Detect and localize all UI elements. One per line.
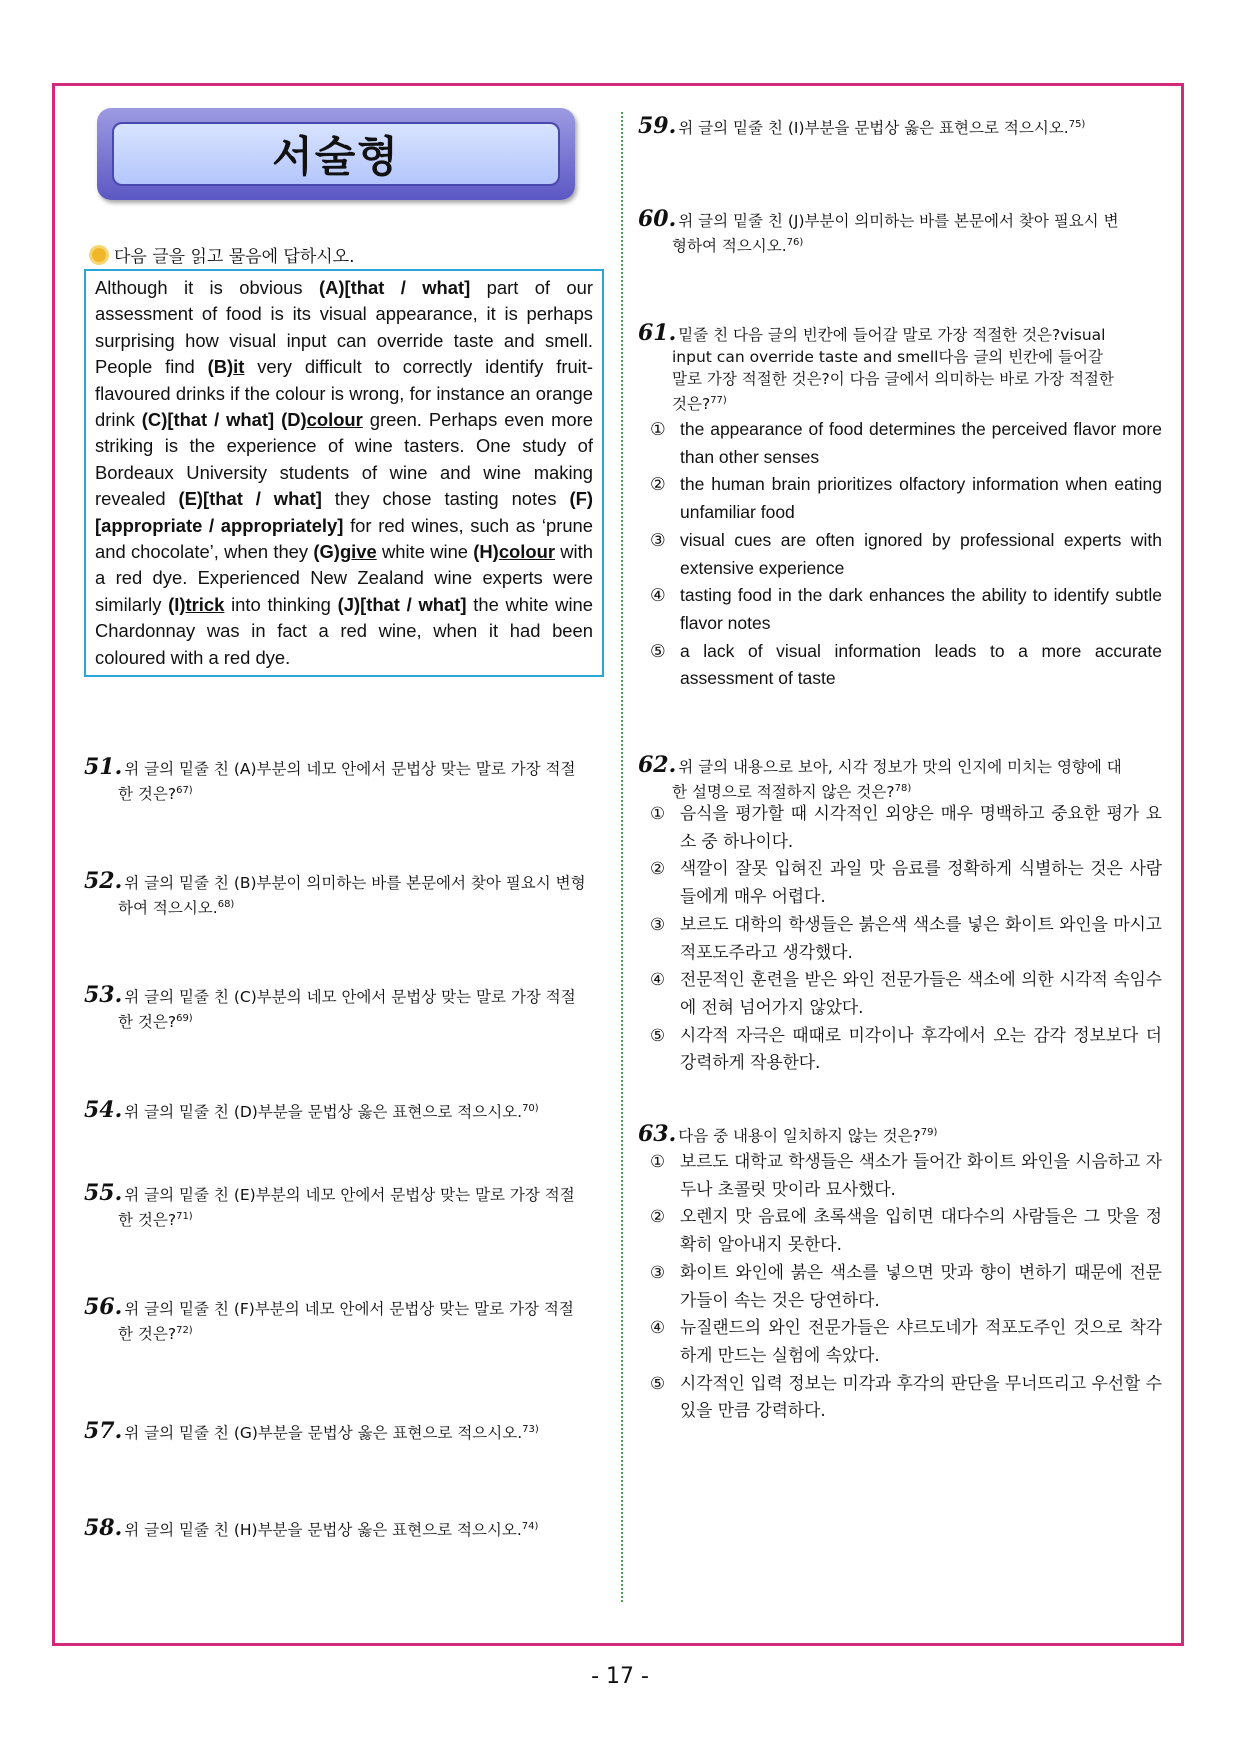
option-text: 시각적 자극은 때때로 미각이나 후각에서 오는 감각 정보보다 더 강력하게 작용한다. (680, 1024, 1162, 1073)
footnote-ref: 69) (176, 1013, 193, 1024)
option-mark: ③ (650, 913, 666, 934)
question-text: 위 글의 밑줄 친 (D)부분을 문법상 옳은 표현으로 적으시오. (124, 1103, 523, 1122)
question-52 (84, 870, 586, 919)
passage-underline-b: it (233, 356, 245, 378)
option-text: a lack of visual information leads to a more accurate assessment of taste (680, 640, 1162, 689)
passage-marker-f: (F)[appropriate / appropriately] (95, 488, 593, 536)
question-number: 60. (638, 206, 677, 232)
passage-text: part of our assessment of food is its visual appearance, it is perhaps surprising how visual input can override taste and smell. People find (95, 277, 593, 378)
passage-text: Although it is obvious (95, 277, 319, 298)
question-number: 57. (84, 1418, 123, 1445)
question-53 (84, 984, 576, 1033)
question-57 (84, 1419, 539, 1444)
question-text: 한 것은? (118, 785, 177, 804)
footnote-ref: 67) (176, 785, 193, 796)
question-51 (84, 756, 576, 805)
footnote-ref: 77) (710, 395, 727, 406)
instruction (92, 242, 355, 267)
options-63 (650, 1148, 1162, 1425)
option-text: 보르도 대학교 학생들은 색소가 들어간 화이트 와인을 시음하고 자두나 초콜릿 맛이라 묘사했다. (680, 1151, 1162, 1199)
question-text: 한 것은? (118, 1325, 177, 1344)
question-number: 61. (638, 320, 677, 346)
passage-marker-h: (H) (473, 541, 499, 563)
option-text: 시각적인 입력 정보는 미각과 후각의 판단을 무너뜨리고 우선할 수 있을 만큼 강력하다. (680, 1372, 1162, 1421)
option-mark: ① (650, 419, 666, 439)
passage-marker-j: (J)[that / what] (337, 593, 467, 615)
question-58 (84, 1516, 538, 1541)
question-text: 위 글의 밑줄 친 (G)부분을 문법상 옳은 표현으로 적으시오. (124, 1424, 523, 1443)
question-text: 다음 중 내용이 일치하지 않는 것은? (678, 1127, 921, 1146)
question-text: 한 것은? (118, 1013, 177, 1032)
option-item (650, 966, 1162, 1021)
option-item (650, 1203, 1162, 1258)
option-text: 오렌지 맛 음료에 초록색을 입히면 대다수의 사람들은 그 맛을 정확히 알아내지 못한다. (680, 1206, 1162, 1255)
option-text: the appearance of food determines the perceived flavor more than other senses (680, 419, 1162, 467)
passage-text: very difficult to correctly identify fruit-flavoured drinks if the colour is wrong, for instance an orange drink (95, 356, 593, 431)
option-text: 음식을 평가할 때 시각적인 외양은 매우 명백하고 중요한 평가 요소 중 하나이다. (680, 803, 1162, 851)
question-62 (638, 754, 1122, 803)
option-item (650, 1370, 1162, 1425)
question-text: 위 글의 밑줄 친 (A)부분의 네모 안에서 문법상 맞는 말로 가장 적절 (124, 760, 576, 778)
option-mark: ① (650, 1151, 666, 1171)
passage-marker-e: (E)[that / what] (178, 488, 322, 510)
question-text: 한 설명으로 적절하지 않은 것은? (672, 783, 895, 802)
footnote-ref: 78) (894, 783, 912, 794)
passage-text: for red wines, such as ‘prune and chocolate’, when they (95, 514, 594, 563)
option-mark: ③ (650, 1261, 666, 1282)
option-text: the human brain prioritizes olfactory information when eating unfamiliar food (680, 474, 1162, 523)
options-61 (650, 416, 1162, 693)
option-mark: ⑤ (650, 640, 666, 661)
passage-marker-a: (A)[that / what] (319, 277, 471, 298)
option-item (650, 471, 1162, 526)
passage-marker-b: (B) (207, 356, 234, 378)
option-mark: ④ (650, 1317, 666, 1338)
option-mark: ② (650, 1206, 666, 1227)
option-mark: ② (650, 474, 666, 495)
option-mark: ③ (650, 529, 666, 550)
option-mark: ④ (650, 585, 666, 606)
option-mark: ① (650, 803, 666, 823)
question-number: 58. (84, 1515, 123, 1542)
question-text: 위 글의 밑줄 친 (H)부분을 문법상 옳은 표현으로 적으시오. (124, 1521, 522, 1540)
option-text: visual cues are often ignored by professional experts with extensive experience (680, 529, 1162, 578)
footnote-ref: 75) (1068, 119, 1086, 130)
option-mark: ⑤ (650, 1024, 666, 1045)
section-title-badge (97, 108, 575, 200)
question-text: 위 글의 밑줄 친 (E)부분의 네모 안에서 문법상 맞는 말로 가장 적절 (124, 1186, 575, 1204)
option-item (650, 527, 1162, 582)
question-54 (84, 1098, 539, 1123)
footnote-ref: 73) (522, 1424, 539, 1435)
question-number: 59. (638, 113, 677, 140)
option-item (650, 638, 1162, 693)
option-item (650, 911, 1162, 966)
option-item (650, 1148, 1162, 1203)
question-56 (84, 1296, 574, 1345)
passage-underline-d: colour (306, 409, 363, 431)
question-text: 한 것은? (118, 1211, 177, 1230)
question-number: 51. (84, 754, 123, 780)
footnote-ref: 74) (521, 1521, 539, 1532)
option-mark: ④ (650, 969, 666, 990)
column-divider (621, 112, 623, 1602)
option-item (650, 855, 1162, 910)
question-text: input can override taste and smell다음 글의 빈칸에 들어갈 (672, 348, 1103, 366)
question-number: 63. (638, 1121, 677, 1148)
option-item (650, 582, 1162, 637)
option-item (650, 1259, 1162, 1314)
question-number: 52. (84, 868, 123, 894)
reading-passage (84, 269, 604, 677)
options-62 (650, 800, 1162, 1077)
question-text: 위 글의 밑줄 친 (F)부분의 네모 안에서 문법상 맞는 말로 가장 적절 (124, 1300, 574, 1318)
question-text: 위 글의 밑줄 친 (C)부분의 네모 안에서 문법상 맞는 말로 가장 적절 (124, 988, 576, 1006)
question-text: 위 글의 밑줄 친 (J)부분이 의미하는 바를 본문에서 찾아 필요시 변 (678, 212, 1119, 230)
option-text: tasting food in the dark enhances the ability to identify subtle flavor notes (680, 585, 1162, 633)
question-63 (638, 1122, 937, 1147)
question-number: 53. (84, 982, 123, 1008)
option-text: 전문적인 훈련을 받은 와인 전문가들은 색소에 의한 시각적 속임수에 전혀 넘어가지 않았다. (680, 969, 1162, 1017)
passage-text: into thinking (224, 593, 338, 615)
question-text: 형하여 적으시오. (672, 237, 787, 256)
question-number: 54. (84, 1097, 123, 1124)
option-item (650, 1022, 1162, 1077)
option-text: 화이트 와인에 붉은 색소를 넣으면 맛과 향이 변하기 때문에 전문가들이 속는 것은 당연하다. (680, 1261, 1162, 1310)
footnote-ref: 70) (522, 1103, 539, 1114)
question-61 (638, 322, 1163, 415)
option-item (650, 416, 1162, 471)
question-text: 위 글의 밑줄 친 (I)부분을 문법상 옳은 표현으로 적으시오. (678, 119, 1069, 138)
instruction-text: 다음 글을 읽고 물음에 답하시오. (114, 247, 355, 267)
question-59 (638, 114, 1085, 139)
passage-text: they chose tasting notes (321, 488, 570, 510)
footnote-ref: 68) (217, 899, 235, 910)
question-60 (638, 208, 1119, 257)
passage-marker-d: (D) (281, 409, 307, 431)
option-text: 뉴질랜드의 와인 전문가들은 샤르도네가 적포도주인 것으로 착각하게 만드는 실험에 속았다. (680, 1317, 1162, 1365)
question-number: 55. (84, 1180, 123, 1206)
option-text: 색깔이 잘못 입혀진 과일 맛 음료를 정확하게 식별하는 것은 사람들에게 매우 어렵다. (680, 858, 1162, 907)
option-mark: ⑤ (650, 1372, 666, 1393)
question-text: 밑줄 친 다음 글의 빈칸에 들어갈 말로 가장 적절한 것은?visual (678, 326, 1106, 344)
option-item (650, 1314, 1162, 1369)
passage-text: green. Perhaps even more striking is the experience of wine tasters. One study of Bordeaux University students of wine and wine making revealed (95, 409, 593, 510)
question-text: 위 글의 내용으로 보아, 시각 정보가 맛의 인지에 미치는 영향에 대 (678, 758, 1122, 776)
option-item (650, 800, 1162, 855)
footnote-ref: 79) (920, 1127, 938, 1138)
passage-underline-g: give (339, 541, 377, 563)
passage-underline-h: colour (498, 541, 556, 563)
passage-marker-g: (G) (313, 541, 340, 563)
flower-icon (92, 248, 106, 262)
option-text: 보르도 대학의 학생들은 붉은색 색소를 넣은 화이트 와인을 마시고 적포도주라고 생각했다. (680, 913, 1162, 962)
question-number: 56. (84, 1294, 123, 1320)
passage-text: with a red dye. Experienced New Zealand wine experts were similarly (95, 541, 593, 615)
question-number: 62. (638, 752, 677, 778)
question-text: 위 글의 밑줄 친 (B)부분이 의미하는 바를 본문에서 찾아 필요시 변형 (124, 874, 586, 892)
passage-text: white wine (376, 541, 474, 563)
option-mark: ② (650, 858, 666, 879)
footnote-ref: 76) (786, 237, 804, 248)
passage-underline-i: trick (185, 593, 225, 615)
section-title-inner (112, 122, 560, 186)
passage-marker-c: (C)[that / what] (141, 409, 275, 431)
question-text: 것은? (672, 395, 711, 414)
question-text: 하여 적으시오. (118, 899, 218, 918)
question-55 (84, 1182, 575, 1231)
page-number: - 17 - (591, 1664, 649, 1689)
footnote-ref: 71) (176, 1211, 193, 1222)
passage-marker-i: (I) (168, 593, 186, 615)
passage-text: the white wine Chardonnay was in fact a red wine, when it had been coloured with a red dye. (95, 593, 594, 668)
footnote-ref: 72) (176, 1325, 193, 1336)
question-text: 말로 가장 적절한 것은?이 다음 글에서 의미하는 바로 가장 적절한 (672, 370, 1114, 388)
section-title: 서술형 (272, 132, 400, 181)
